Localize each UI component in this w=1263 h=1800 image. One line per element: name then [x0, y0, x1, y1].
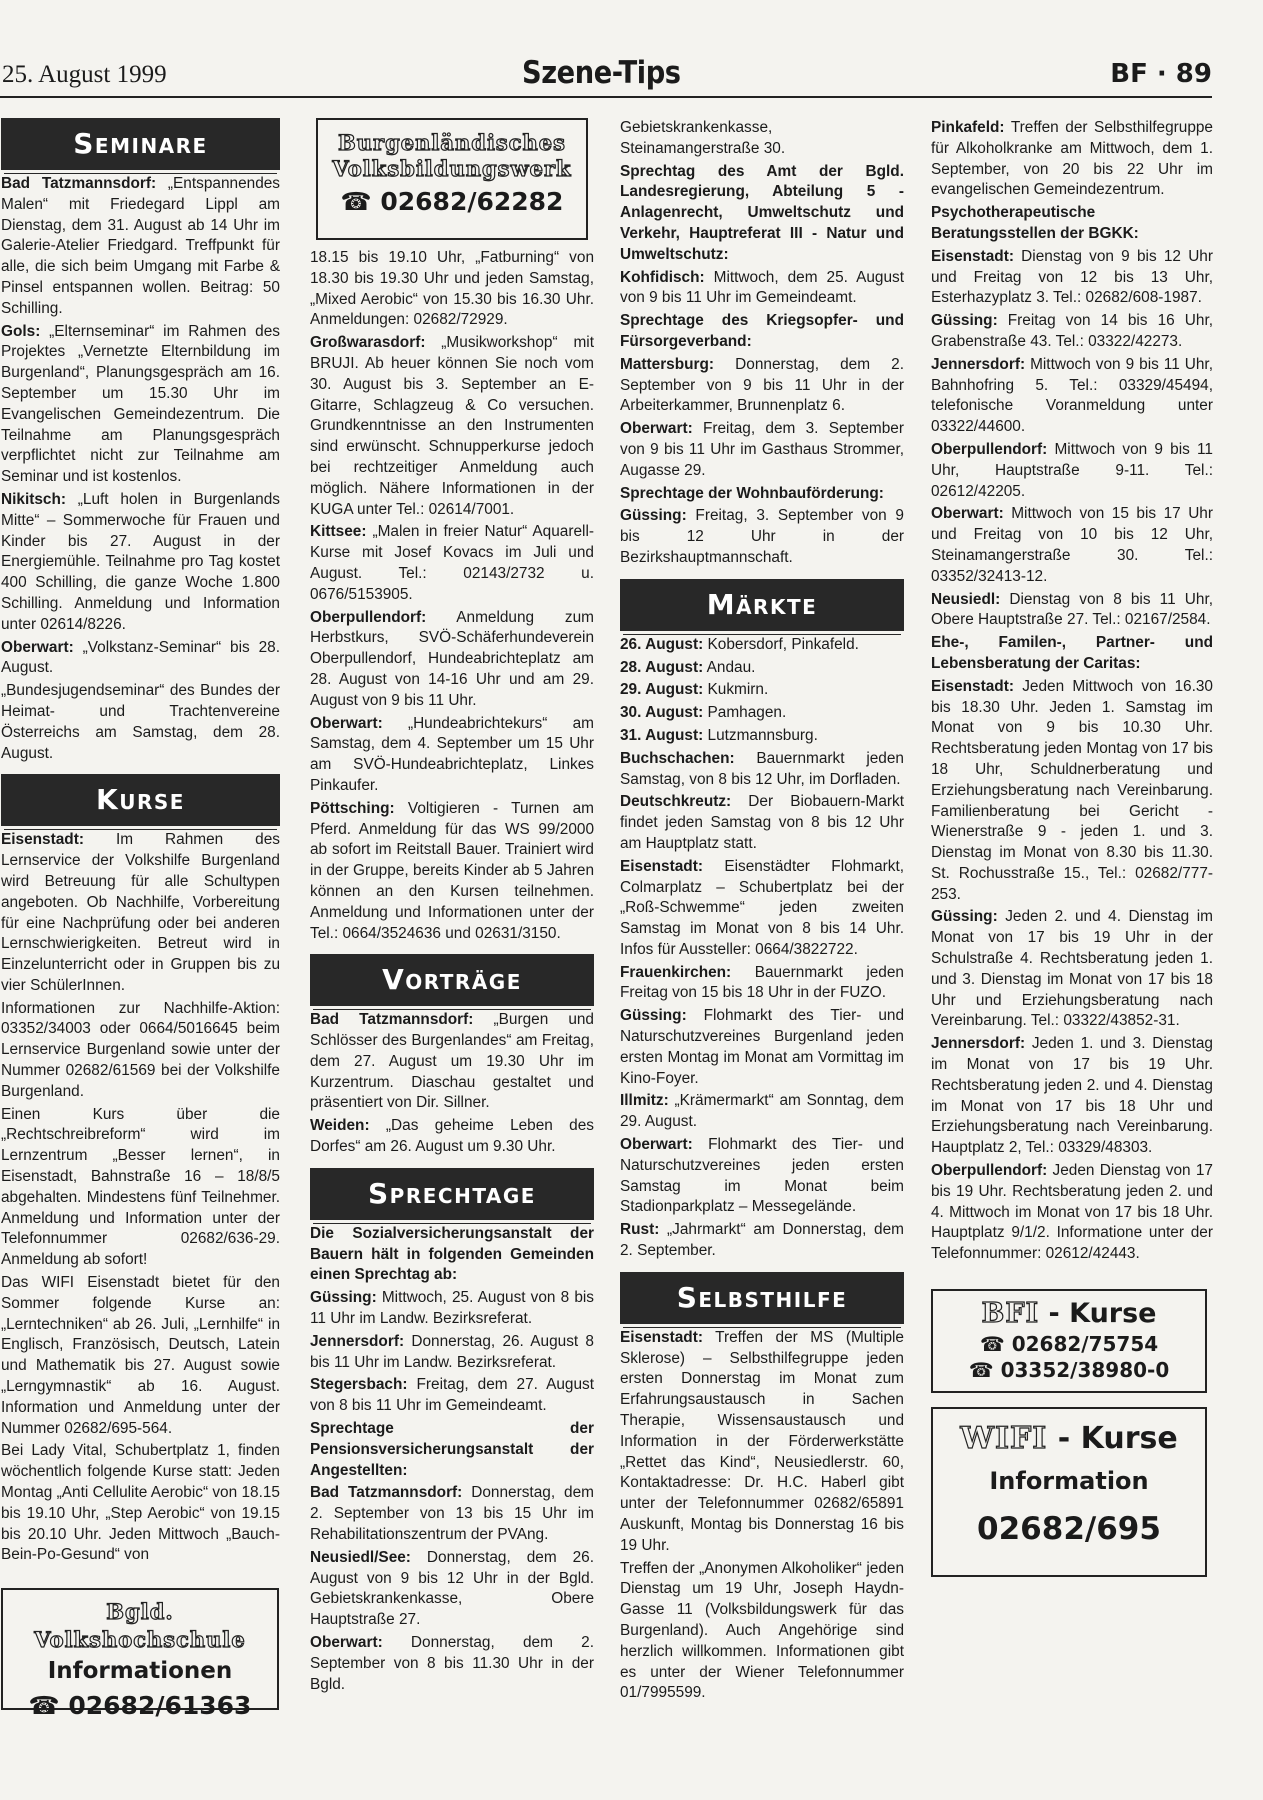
wifi-phone: 02682/695 [977, 1511, 1161, 1548]
entry-text: Jeden Mittwoch von 16.30 bis 18.30 Uhr. Jeden 1. Samstag im Monat von 9 bis 10.30 Uhr. Rechtsberatung jeden Montag von 17 bis 18 Uhr, Schuldnerberatung und Erziehungsberatung nach Vereinbarung. Familienberatung bei Gericht - Wienerstraße 9 - jeden 1. und 3. Dienstag im Monat von 8.30 bis 11.30. St. Rochusstraße 15., Tel.: 02682/777-253. [931, 677, 1213, 903]
banner-seminare: Seminare [1, 118, 280, 170]
sub-amt: Sprechtag des Amt der Bgld. Landesregierung, Abteilung 5 - Anlagenrecht, Umweltschutz und Verkehr, Hauptreferat III - Natur und Umweltschutz: [620, 162, 904, 263]
entry-place: Pöttsching: [310, 799, 395, 817]
list-item [1, 1273, 280, 1439]
entry-place: 30. August: [620, 704, 704, 722]
entry-place: Kohfidisch: [620, 268, 705, 286]
bfi-phone2: ☎ 03352/38980-0 [968, 1358, 1170, 1383]
list-item [1, 830, 280, 996]
entry-text: Das WIFI Eisenstadt bietet für den Sommer folgende Kurse an: „Lerntechniken“ ab 26. Juli, „Lernhilfe“ in Englisch, Französisch, Deutsch, Latein und Mathematik bis 27. August sowie „Lerngymnastik“ ab 16. August. Information und Anmeldung unter der Nummer 02682/695-564. [1, 1274, 280, 1437]
entry-place: 31. August: [620, 726, 704, 744]
entry-text: Mittwoch, dem 25. August von 9 bis 11 Uhr im Gemeindeamt. [620, 268, 904, 307]
entry-place: Neusiedl: [931, 590, 1001, 608]
entry-place: Illmitz: [620, 1092, 669, 1110]
entry-place: Oberwart: [931, 505, 1004, 523]
entry-place: Großwarasdorf: [310, 334, 426, 352]
entry-place: Güssing: [310, 1289, 377, 1307]
entry-text: Andau. [703, 658, 756, 676]
entry-text: Donnerstag, dem 2. September von 9 bis 11 Uhr in der Arbeiterkammer, Brunnenplatz 6. [620, 355, 904, 415]
entry-text: „Das geheime Leben des Dorfes“ am 26. August um 9.30 Uhr. [310, 1117, 594, 1156]
sprech-sub1: Die Sozialversicherungsanstalt der Bauern hält in folgenden Gemeinden einen Sprechtag ab: [310, 1224, 594, 1284]
entry-text: Anmeldung zum Herbstkurs, SVÖ-Schäferhundeverein Oberpullendorf, Hundeabrichteplatz am 28. August von 14-16 Uhr und am 29. August von 9 bis 11 Uhr. [310, 608, 594, 709]
list-item [620, 1006, 904, 1089]
entry-place: Oberwart: [620, 1136, 693, 1154]
entry-text: „Entspannendes Malen“ mit Friedegard Lippl am Dienstag, dem 31. August ab 14 Uhr im Galerie-Atelier Friedgard. Treffpunkt für alle, die sich beim Umgang mit Farbe & Pinsel entspannen wollen. Beitrag: 50 Schilling. [1, 175, 281, 317]
entry-place: Bad Tatzmannsdorf: [310, 1484, 463, 1502]
entry-place: Mattersburg: [620, 355, 715, 373]
entry-text: Treffen der Selbsthilfegruppe für Alkoholkranke am Mittwoch, dem 1. September, von 20 bis 22 Uhr im evangelischen Gemeindezentrum. [931, 119, 1213, 199]
list-item [931, 311, 1213, 353]
issue-date: 25. August 1999 [2, 61, 167, 88]
header-rule [0, 96, 1212, 98]
entry-text: Jeden 1. und 3. Dienstag im Monat von 17 bis 19 Uhr. Rechtsberatung jeden 2. und 4. Dienstag im Monat von 17 bis 18 Uhr und Erziehungsberatung nach Vereinbarung. Hauptplatz 2, Tel.: 03329/48303. [931, 1035, 1213, 1157]
entry-text: Treffen der MS (Multiple Sklerose) – Selbsthilfegruppe jeden ersten Donnerstag im Monat zum Erfahrungsaustausch in Sachen Therapie, Wissensaustausch und Information in der Förderwerkstätte „Rettet das Kind“, Neusiedlerstr. 60, Kontaktadresse: Dr. H.C. Haberl gibt unter der Telefonnummer 02682/65891 Auskunft, Montag bis Donnerstag 16 bis 19 Uhr. [620, 1328, 904, 1554]
entry-place: Oberwart: [620, 420, 693, 438]
list-item [310, 799, 594, 945]
entry-place: 26. August: [620, 635, 704, 653]
bfi-phone1: ☎ 02682/75754 [979, 1332, 1159, 1357]
column-4 [931, 118, 1213, 1577]
banner-sprechtage: Sprechtage [310, 1168, 594, 1220]
entry-place: Oberwart: [310, 1634, 383, 1652]
sub-psycho: Psychotherapeutische Beratungsstellen der BGKK: [931, 204, 1139, 242]
bvw-line1: Burgenländisches [338, 130, 566, 155]
entry-text: Kukmirn. [703, 681, 769, 699]
entry-text: „Elternseminar“ im Rahmen des Projektes „Vernetzte Elternbildung im Burgenland“, Planungsgespräch am 16. September um 15.30 Uhr im Evangelischen Gemeindezentrum. Die Teilnahme am Planungsgespräch verpflichtet nicht zur Teilnahme am Seminar und ist kostenlos. [1, 322, 280, 486]
list-item [1, 638, 280, 680]
column-1 [1, 118, 281, 1721]
list-item [620, 749, 904, 791]
entry-place: Eisenstadt: [620, 1328, 703, 1346]
entry-place: Bad Tatzmannsdorf: [310, 1011, 474, 1029]
list-sprech1 [310, 1288, 594, 1417]
list-items2 [931, 247, 1213, 631]
entry-text: Dienstag von 8 bis 11 Uhr, Obere Hauptstraße 27. Tel.: 02167/2584. [931, 590, 1213, 629]
wifi-heading [933, 1419, 1205, 1459]
entry-text: Pamhagen. [703, 704, 787, 722]
list-s1 [620, 268, 904, 310]
entry-text: Donnerstag, 26. August 8 bis 11 Uhr im Landw. Bezirksreferat. [310, 1332, 594, 1371]
entry-place: Eisenstadt: [620, 857, 703, 875]
entry-text: Kobersdorf, Pinkafeld. [703, 635, 859, 653]
bvw-phone: ☎ 02682/62282 [340, 187, 564, 216]
entry-text: „Burgen und Schlösser des Burgenlandes“ am Freitag, dem 27. August um 19.30 Uhr im Kurzentrum. Diaschau gestaltet und präsentiert von Dir. Sillner. [310, 1011, 594, 1112]
list-item [620, 680, 904, 701]
entry-place: Eisenstadt: [931, 247, 1014, 265]
entry-place: Rust: [620, 1221, 660, 1239]
list-item [1, 681, 280, 764]
entry-place: Nikitsch: [1, 490, 66, 508]
sub-wohnbau: Sprechtage der Wohnbauförderung: [620, 484, 884, 502]
list-s2 [620, 355, 904, 482]
list-item [931, 247, 1213, 309]
list-item [310, 248, 594, 331]
entry-text: Der Biobauern-Markt findet jeden Samstag von 8 bis 12 Uhr am Hauptplatz statt. [620, 793, 904, 852]
list-item [1, 1105, 280, 1271]
entry-place: Oberpullendorf: [931, 1162, 1048, 1180]
entry-place: Güssing: [931, 312, 998, 330]
entry-text: „Luft holen in Burgenlands Mitte“ – Sommerwoche für Frauen und Kinder bis 27. August in der Energiemühle. Teilnahme pro Tag kostet 400 Schilling, die ganze Woche 1.800 Schilling. Anmeldung und Information unter 02614/8226. [1, 490, 280, 633]
entry-text: „Hundeabrichtekurs“ am Samstag, dem 4. September um 15 Uhr am SVÖ-Hundeabrichteplatz, Linkes Pinkaufer. [310, 714, 594, 794]
entry-text: Einen Kurs über die „Rechtschreibreform“ wird im Lernzentrum „Besser lernen“, in Eisenstadt, Bahnstraße 16 – 18/8/5 abgehalten. Mindestens fünf Teilnehmer. Anmeldung und Information unter der Telefonnummer 02682/636-29. Anmeldung ab sofort! [1, 1105, 280, 1269]
list-item [310, 1116, 594, 1158]
list-kurse-cont [310, 248, 594, 944]
entry-place: Stegersbach: [310, 1376, 408, 1394]
entry-text: Donnerstag, dem 26. August von 9 bis 12 Uhr in der Bgld. Gebietskrankenkasse, Obere Hauptstraße 27. [310, 1548, 594, 1629]
list-item [931, 504, 1213, 587]
entry-text: Flohmarkt des Tier- und Naturschutzvereines Burgenland jeden ersten Montag im Monat am Vormittag im Kino-Foyer. [620, 1007, 904, 1087]
list-item [310, 714, 594, 797]
list-item [620, 506, 904, 568]
entry-text: Voltigieren - Turnen am Pferd. Anmeldung für das WS 99/2000 ab sofort im Reitstall Bauer. Trainiert wird in der Gruppe, bereits Kinder ab 5 Jahren können an den Kursen teilnehmen. Anmeldung und Informationen unter der Tel.: 0664/3524636 und 02631/3150. [310, 799, 594, 942]
entry-text: Donnerstag, dem 2. September von 13 bis 15 Uhr im Rehabilitationszentrum der PVAng. [310, 1484, 594, 1544]
bfi-name: BFI [981, 1298, 1040, 1330]
list-item [620, 1091, 904, 1133]
list-item [1, 999, 280, 1103]
entry-place: Buchschachen: [620, 749, 735, 767]
list-item [310, 1633, 594, 1695]
entry-text: Treffen der „Anonymen Alkoholiker“ jeden Dienstag um 19 Uhr, Joseph Haydn-Gasse 11 (Volksbildungswerk für das Burgenland). Auch Angehörige sind herzlich willkommen. Informationen gibt es unter der Wiener Telefonnummer 01/7995599. [620, 1559, 904, 1702]
list-item [931, 1034, 1213, 1159]
entry-text: „Malen in freier Natur“ Aquarell-Kurse mit Josef Kovacs im Juli und August. Tel.: 02143/2732 u. 0676/5153905. [310, 523, 594, 603]
list-item [931, 907, 1213, 1032]
entry-text: Freitag, dem 27. August von 8 bis 11 Uhr im Gemeindeamt. [310, 1376, 594, 1415]
entry-text: Jeden 2. und 4. Dienstag im Monat von 17 bis 19 Uhr in der Schulstraße 4. Rechtsberatung jeden 1. und 3. Dienstag im Monat von 17 bis 18 Uhr und Erziehungsberatung nach Vereinbarung. Tel.: 03322/43852-31. [931, 908, 1213, 1030]
banner-selbsthilfe: Selbsthilfe [620, 1272, 904, 1324]
list-item [310, 1288, 594, 1330]
entry-place: Weiden: [310, 1117, 370, 1135]
entry-place: Oberwart: [1, 638, 74, 656]
entry-place: Eisenstadt: [931, 677, 1014, 695]
entry-text: Freitag, dem 3. September von 9 bis 11 Uhr im Gasthaus Strommer, Augasse 29. [620, 420, 904, 479]
sprech-sub2: Sprechtage der Pensionsversicherungsanstalt der Angestellten: [310, 1420, 594, 1479]
wifi-title: - Kurse [1047, 1421, 1178, 1457]
list-items1 [931, 118, 1213, 201]
entry-place: Bad Tatzmannsdorf: [1, 175, 157, 192]
entry-place: Oberwart: [310, 714, 383, 732]
page-number: BF · 89 [1110, 59, 1212, 89]
bfi-title: - Kurse [1039, 1298, 1157, 1330]
entry-text: „Krämermarkt“ am Sonntag, dem 29. August. [620, 1092, 904, 1131]
list-seminare [1, 174, 280, 764]
entry-place: Eisenstadt: [1, 831, 84, 849]
entry-place: Jennersdorf: [310, 1332, 405, 1350]
sub-caritas: Ehe-, Familen-, Partner- und Lebensberatung der Caritas: [931, 634, 1213, 672]
list-item [1, 322, 280, 488]
list-selbsthilfe [620, 1328, 904, 1704]
list-item [620, 419, 904, 481]
entry-text: „Volkstanz-Seminar“ bis 28. August. [1, 638, 280, 677]
list-item [310, 1332, 594, 1374]
entry-place: Neusiedl/See: [310, 1548, 411, 1566]
entry-text: Im Rahmen des Lernservice der Volkshilfe Burgenland wird Betreuung für alle Schultypen angeboten. Ob Nachhilfe, Vorbereitung für eine Nachprüfung oder bei anderen Lernschwierigkeiten. Betreut wird in Einzelunterricht oder in Gruppen bis zu vier SchülerInnen. [1, 831, 280, 994]
entry-text: „Jahrmarkt“ am Donnerstag, dem 2. September. [620, 1221, 904, 1260]
entry-text: „Bundesjugendseminar“ des Bundes der Heimat- und Trachtenvereine Österreichs am Samstag, dem 28. August. [1, 682, 280, 762]
list-item [310, 608, 594, 712]
list-item [620, 635, 904, 656]
bfi-box [931, 1289, 1207, 1393]
list-item [931, 440, 1213, 502]
entry-place: Jennersdorf: [931, 355, 1026, 373]
entry-place: Deutschkreutz: [620, 793, 732, 811]
sub-kriegsopfer: Sprechtage des Kriegsopfer- und Fürsorgeverband: [620, 312, 904, 350]
vhs-name: Bgld. Volkshochschule [34, 1599, 246, 1653]
entry-place: Pinkafeld: [931, 119, 1005, 136]
list-sprech2 [310, 1483, 594, 1695]
page-header [0, 55, 1212, 99]
list-item [620, 857, 904, 961]
section-title: Szene-Tips [522, 55, 681, 91]
list-item [620, 268, 904, 310]
list-item [620, 703, 904, 724]
list-item [310, 1483, 594, 1545]
list-item [310, 522, 594, 605]
entry-text: Mittwoch von 9 bis 11 Uhr, Hauptstraße 9-11. Tel.: 02612/42205. [931, 440, 1213, 500]
entry-place: 29. August: [620, 681, 704, 699]
list-item [310, 1375, 594, 1417]
entry-text: Mittwoch, 25. August von 8 bis 11 Uhr im Landw. Bezirksreferat. [310, 1289, 594, 1328]
bvw-box [316, 118, 588, 240]
entry-text: Mittwoch von 15 bis 17 Uhr und Freitag von 10 bis 12 Uhr, Steinamangerstraße 30. Tel.: 03352/32413-12. [931, 505, 1213, 585]
list-item [1, 1441, 280, 1566]
list-item [620, 1135, 904, 1218]
list-item [620, 1328, 904, 1557]
entry-text: Dienstag von 9 bis 12 Uhr und Freitag von 12 bis 13 Uhr, Esterhazyplatz 3. Tel.: 02682/608-1987. [931, 247, 1213, 307]
entry-place: Frauenkirchen: [620, 963, 732, 981]
entry-text: Informationen zur Nachhilfe-Aktion: 03352/34003 oder 0664/5016645 beim Lernservice Burgenland sowie unter der Nummer 02682/61569 bei der Volkshilfe Burgenland. [1, 999, 280, 1100]
list-item [620, 792, 904, 854]
wifi-name: WIFI [960, 1421, 1048, 1457]
entry-text: Freitag, 3. September von 9 bis 12 Uhr in der Bezirkshauptmannschaft. [620, 507, 904, 566]
entry-text: Bei Lady Vital, Schubertplatz 1, finden wöchentlich folgende Kurse statt: Jeden Montag „Anti Cellulite Aerobic“ von 18.15 bis 19.10 Uhr, „Step Aerobic“ von 19.15 bis 20.10 Uhr. Jeden Mittwoch „Bauch-Bein-Po-Gesund“ von [1, 1442, 280, 1564]
list-vortraege [310, 1010, 594, 1158]
entry-place: Kittsee: [310, 523, 367, 541]
entry-place: Jennersdorf: [931, 1035, 1026, 1053]
list-kurse [1, 830, 280, 1566]
vhs-box [1, 1588, 279, 1721]
list-item [931, 590, 1213, 632]
entry-text: „Musikworkshop“ mit BRUJI. Ab heuer können Sie noch vom 30. August bis 3. September an E-Gitarre, Schlagzeug & Co versuchen. Grundkenntnisse an den Instrumenten sind erwünscht. Schnupperkurse jedoch bei rechtzeitiger Anmeldung auch möglich. Nähere Informationen in der KUGA unter Tel.: 02614/7001. [310, 334, 594, 518]
entry-place: 28. August: [620, 658, 704, 676]
list-item [620, 658, 904, 679]
banner-kurse: Kurse [1, 774, 280, 826]
wifi-info: Information [989, 1467, 1149, 1496]
entry-place: Gols: [1, 322, 41, 340]
entry-place: Oberpullendorf: [310, 608, 427, 626]
list-item [620, 1220, 904, 1262]
list-items3 [931, 677, 1213, 1265]
entry-text: Lutzmannsburg. [703, 726, 818, 744]
bvw-line2: Volksbildungswerk [332, 156, 572, 181]
list-item [620, 726, 904, 747]
entry-text: Eisenstädter Flohmarkt, Colmarplatz – Schubertplatz bei der „Roß-Schwemme“ jeden zweiten Samstag im Monat von 8 bis 14 Uhr. Infos für Aussteller: 0664/3822722. [620, 857, 904, 958]
cont-text: Gebietskrankenkasse, Steinamangerstraße 30. [620, 119, 786, 157]
entry-text: Donnerstag, dem 2. September von 8 bis 11.30 Uhr in der Bgld. [310, 1634, 594, 1693]
list-maerkte [620, 635, 904, 1262]
entry-text: Bauernmarkt jeden Freitag von 15 bis 18 Uhr in der FUZO. [620, 963, 904, 1002]
list-item [1, 490, 280, 636]
entry-text: Mittwoch von 9 bis 11 Uhr, Bahnhofring 5. Tel.: 03329/45494, telefonische Voranmeldung unter 03322/44600. [931, 355, 1213, 436]
list-item [931, 355, 1213, 438]
vhs-phone: ☎ 02682/61363 [28, 1691, 252, 1721]
list-item [310, 1010, 594, 1114]
entry-place: Güssing: [620, 507, 687, 525]
banner-vortraege: Vorträge [310, 954, 594, 1006]
entry-text: Jeden Dienstag von 17 bis 19 Uhr. Rechtsberatung jeden 2. und 4. Mittwoch im Monat von 17 bis 18 Uhr. Hauptplatz 9/1/2. Informatione unter der Telefonnummer: 02612/42443. [931, 1162, 1213, 1263]
wifi-box [931, 1407, 1207, 1577]
vhs-info: Informationen [47, 1658, 233, 1685]
entry-place: Güssing: [620, 1007, 687, 1025]
bfi-heading [933, 1297, 1205, 1331]
entry-place: Güssing: [931, 908, 998, 926]
entry-text: 18.15 bis 19.10 Uhr, „Fatburning“ von 18.30 bis 19.30 Uhr und jeden Samstag, „Mixed Aerobic“ von 15.30 bis 16.30 Uhr. Anmeldungen: 02682/72929. [310, 249, 594, 329]
list-item [1, 174, 280, 320]
list-s3 [620, 506, 904, 568]
list-item [620, 963, 904, 1005]
entry-place: Oberpullendorf: [931, 440, 1048, 458]
entry-text: Flohmarkt des Tier- und Naturschutzvereines jeden ersten Samstag im Monat beim Stadionparkplatz – Messegelände. [620, 1136, 904, 1216]
list-item [931, 118, 1213, 201]
list-item [620, 355, 904, 417]
entry-text: Freitag von 14 bis 16 Uhr, Grabenstraße 43. Tel.: 03322/42273. [931, 312, 1213, 350]
column-2 [310, 118, 594, 1697]
list-item [310, 333, 594, 520]
column-3 [620, 118, 904, 1706]
list-item [931, 677, 1213, 906]
list-item [620, 1559, 904, 1705]
list-item [931, 1161, 1213, 1265]
entry-text: Bauernmarkt jeden Samstag, von 8 bis 12 Uhr, im Dorfladen. [620, 749, 904, 788]
list-item [310, 1548, 594, 1631]
banner-maerkte: Märkte [620, 579, 904, 631]
